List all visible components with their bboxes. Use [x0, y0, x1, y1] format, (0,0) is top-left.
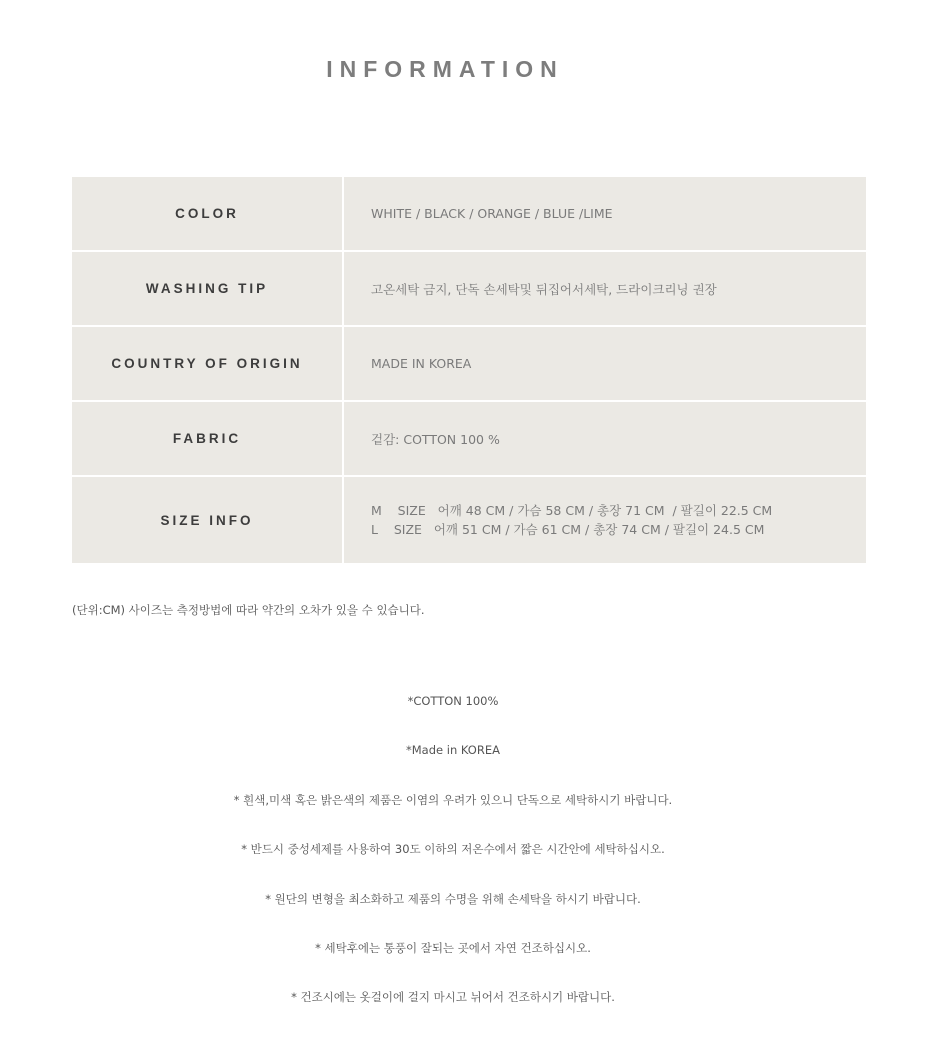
note-fabric: *COTTON 100% [407, 694, 499, 708]
table-row-washing-tip [72, 252, 866, 325]
table-row-fabric [72, 402, 866, 475]
note-air-dry: * 세탁후에는 통풍이 잘되는 곳에서 자연 건조하십시오. [315, 940, 591, 955]
note-hand-wash: * 원단의 변형을 최소화하고 제품의 수명을 위해 손세탁을 하시기 바랍니다. [265, 891, 641, 906]
fabric-label: FABRIC [72, 402, 344, 475]
color-value: WHITE / BLACK / ORANGE / BLUE /LIME [371, 206, 613, 221]
care-notes [0, 693, 906, 1039]
size-m-line: M SIZE 어깨 48 CM / 가슴 58 CM / 총장 71 CM / 팔길이 22.5 CM [371, 503, 773, 518]
note-neutral-detergent: * 반드시 중성세제를 사용하여 30도 이하의 저온수에서 짧은 시간안에 세탁하십시오. [241, 842, 665, 857]
washing-tip-label: WASHING TIP [72, 252, 344, 325]
note-origin: *Made in KOREA [406, 743, 500, 758]
page-title: INFORMATION [326, 56, 564, 82]
table-row-country-of-origin [72, 327, 866, 400]
country-of-origin-label: COUNTRY OF ORIGIN [72, 327, 344, 400]
size-info-value [344, 477, 866, 563]
fabric-value: 겉감: COTTON 100 % [371, 431, 500, 447]
table-row-color [72, 177, 866, 250]
color-label: COLOR [72, 177, 344, 250]
size-measurement-note: (단위:CM) 사이즈는 측정방법에 따라 약간의 오차가 있을 수 있습니다. [72, 603, 425, 617]
size-l-line: L SIZE 어깨 51 CM / 가슴 61 CM / 총장 74 CM / 팔길이 24.5 CM [371, 522, 765, 537]
information-table [72, 177, 866, 565]
size-info-label: SIZE INFO [72, 477, 344, 563]
note-dry-flat: * 건조시에는 옷걸이에 걸지 마시고 뉘어서 건조하시기 바랍니다. [291, 990, 615, 1005]
washing-tip-value: 고온세탁 금지, 단독 손세탁및 뒤집어서세탁, 드라이크리닝 권장 [371, 281, 717, 297]
note-wash-separately: * 흰색,미색 혹은 밝은색의 제품은 이염의 우려가 있으니 단독으로 세탁하시기 바랍니다. [233, 792, 673, 807]
country-of-origin-value: MADE IN KOREA [371, 356, 472, 371]
table-row-size-info [72, 477, 866, 563]
